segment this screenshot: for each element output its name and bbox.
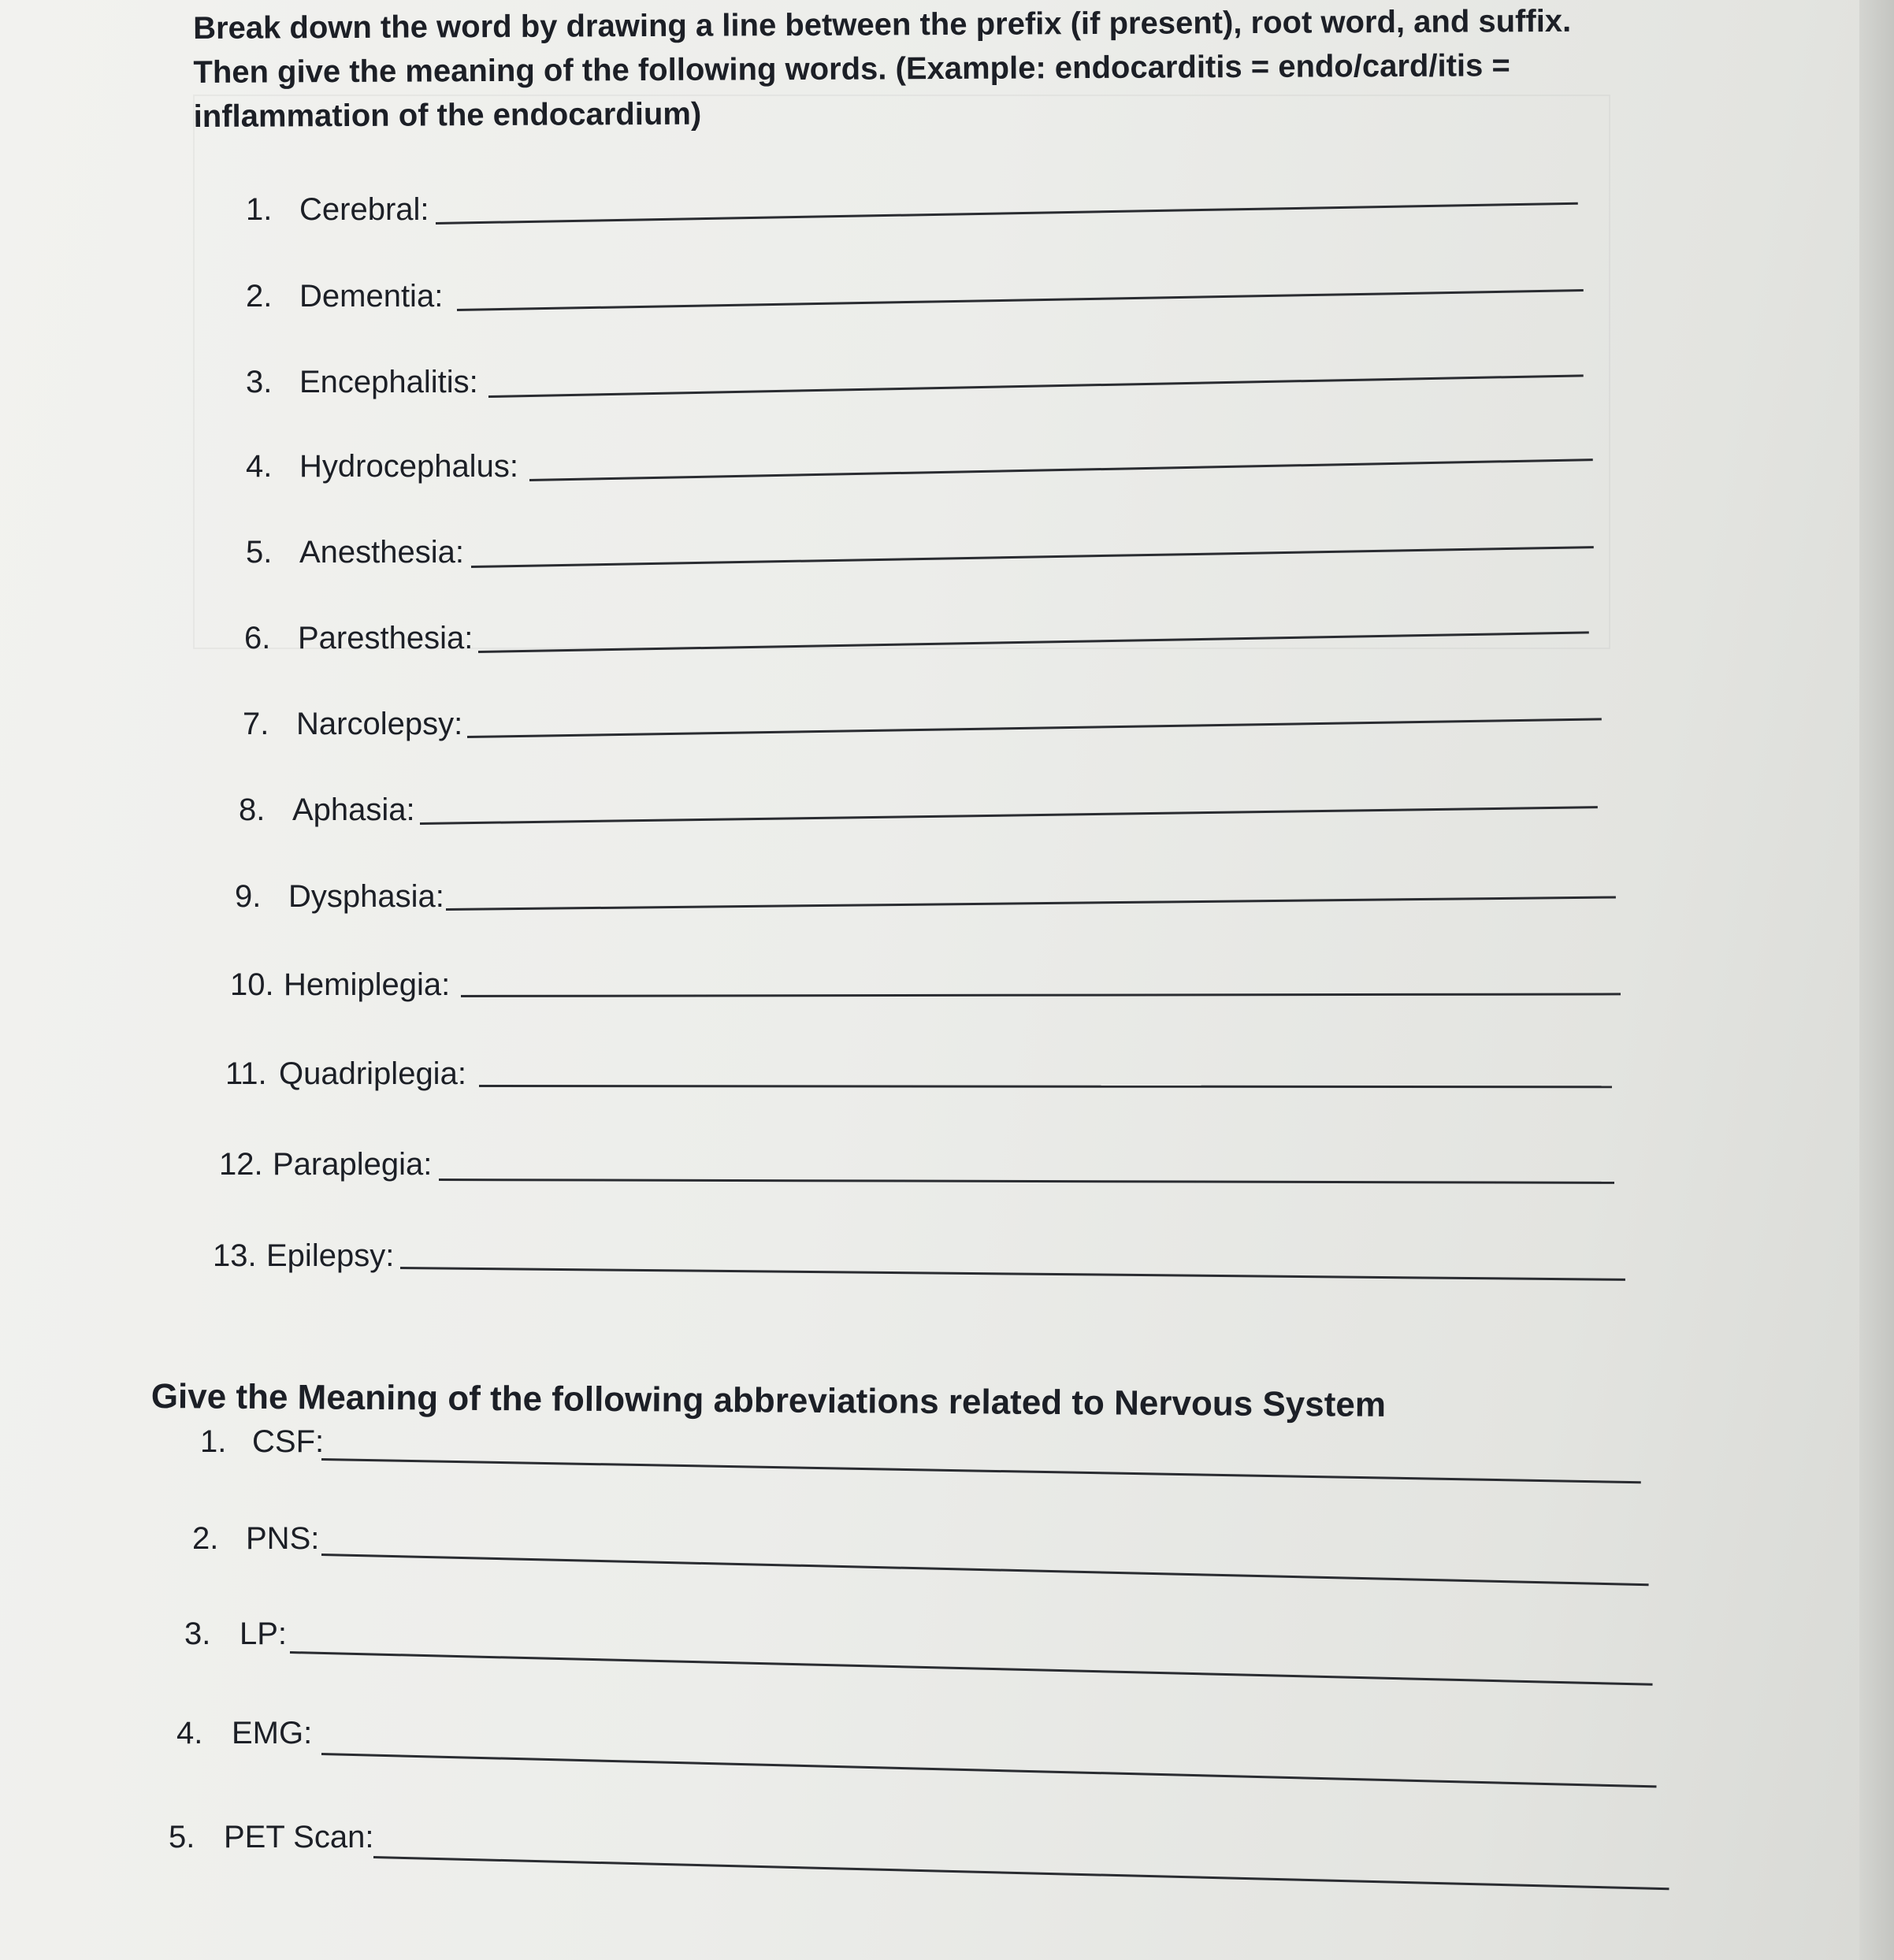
answer-line-lp[interactable]	[290, 1651, 1653, 1686]
item-term: EMG:	[232, 1716, 313, 1750]
answer-line-pet-scan[interactable]	[373, 1856, 1669, 1890]
item-term: Encephalitis:	[299, 365, 478, 399]
item-term: LP:	[240, 1617, 288, 1651]
item-number: 3.	[246, 365, 273, 399]
item-number: 6.	[244, 621, 271, 655]
item-term: Hydrocephalus:	[299, 449, 518, 484]
item-number: 8.	[239, 793, 266, 827]
page-edge-shadow	[1859, 0, 1894, 1960]
answer-line-9[interactable]	[446, 896, 1616, 911]
answer-line-pns[interactable]	[321, 1554, 1649, 1586]
item-number: 2.	[246, 279, 273, 314]
item-number: 3.	[184, 1617, 211, 1651]
answer-line-7[interactable]	[467, 718, 1602, 738]
item-term: Dysphasia:	[288, 879, 444, 914]
answer-line-csf[interactable]	[321, 1458, 1641, 1483]
item-number: 5.	[246, 535, 273, 570]
item-term: Narcolepsy:	[296, 707, 463, 741]
item-term: Aphasia:	[292, 793, 415, 827]
item-term: Quadriplegia:	[279, 1056, 466, 1091]
item-term: Hemiplegia:	[284, 967, 451, 1002]
item-number: 1.	[246, 192, 273, 227]
item-term: Anesthesia:	[299, 535, 465, 570]
instructions-text: Break down the word by drawing a line between the prefix (if present), root word, and suffix. Then give the meaning of the following words. (Example: endocarditis = endo/card/itis = inflammation of the endocardium)	[193, 3, 1572, 134]
item-term: PET Scan:	[224, 1820, 374, 1854]
item-number: 5.	[169, 1820, 195, 1854]
item-term: Cerebral:	[299, 192, 429, 227]
item-number: 9.	[235, 879, 262, 914]
item-term: Dementia:	[299, 279, 444, 314]
item-term: Paraplegia:	[273, 1147, 433, 1182]
item-term: Epilepsy:	[266, 1238, 395, 1273]
answer-line-8[interactable]	[420, 806, 1598, 825]
item-term: Paresthesia:	[298, 621, 474, 655]
item-number: 13.	[213, 1238, 257, 1273]
answer-line-11[interactable]	[479, 1085, 1612, 1088]
item-term: CSF:	[252, 1424, 325, 1459]
answer-line-13[interactable]	[400, 1267, 1625, 1281]
item-number: 12.	[219, 1147, 263, 1182]
answer-line-12[interactable]	[439, 1179, 1614, 1184]
item-number: 2.	[192, 1521, 219, 1556]
item-term: PNS:	[246, 1521, 320, 1556]
item-number: 11.	[225, 1056, 267, 1091]
answer-line-emg[interactable]	[321, 1753, 1657, 1787]
item-number: 10.	[230, 967, 274, 1002]
answer-line-10[interactable]	[461, 993, 1621, 997]
item-number: 1.	[200, 1424, 227, 1459]
abbreviations-title: Give the Meaning of the following abbreviations related to Nervous System	[150, 1376, 1387, 1424]
item-number: 7.	[243, 707, 269, 741]
item-number: 4.	[246, 449, 273, 484]
item-number: 4.	[176, 1716, 203, 1750]
